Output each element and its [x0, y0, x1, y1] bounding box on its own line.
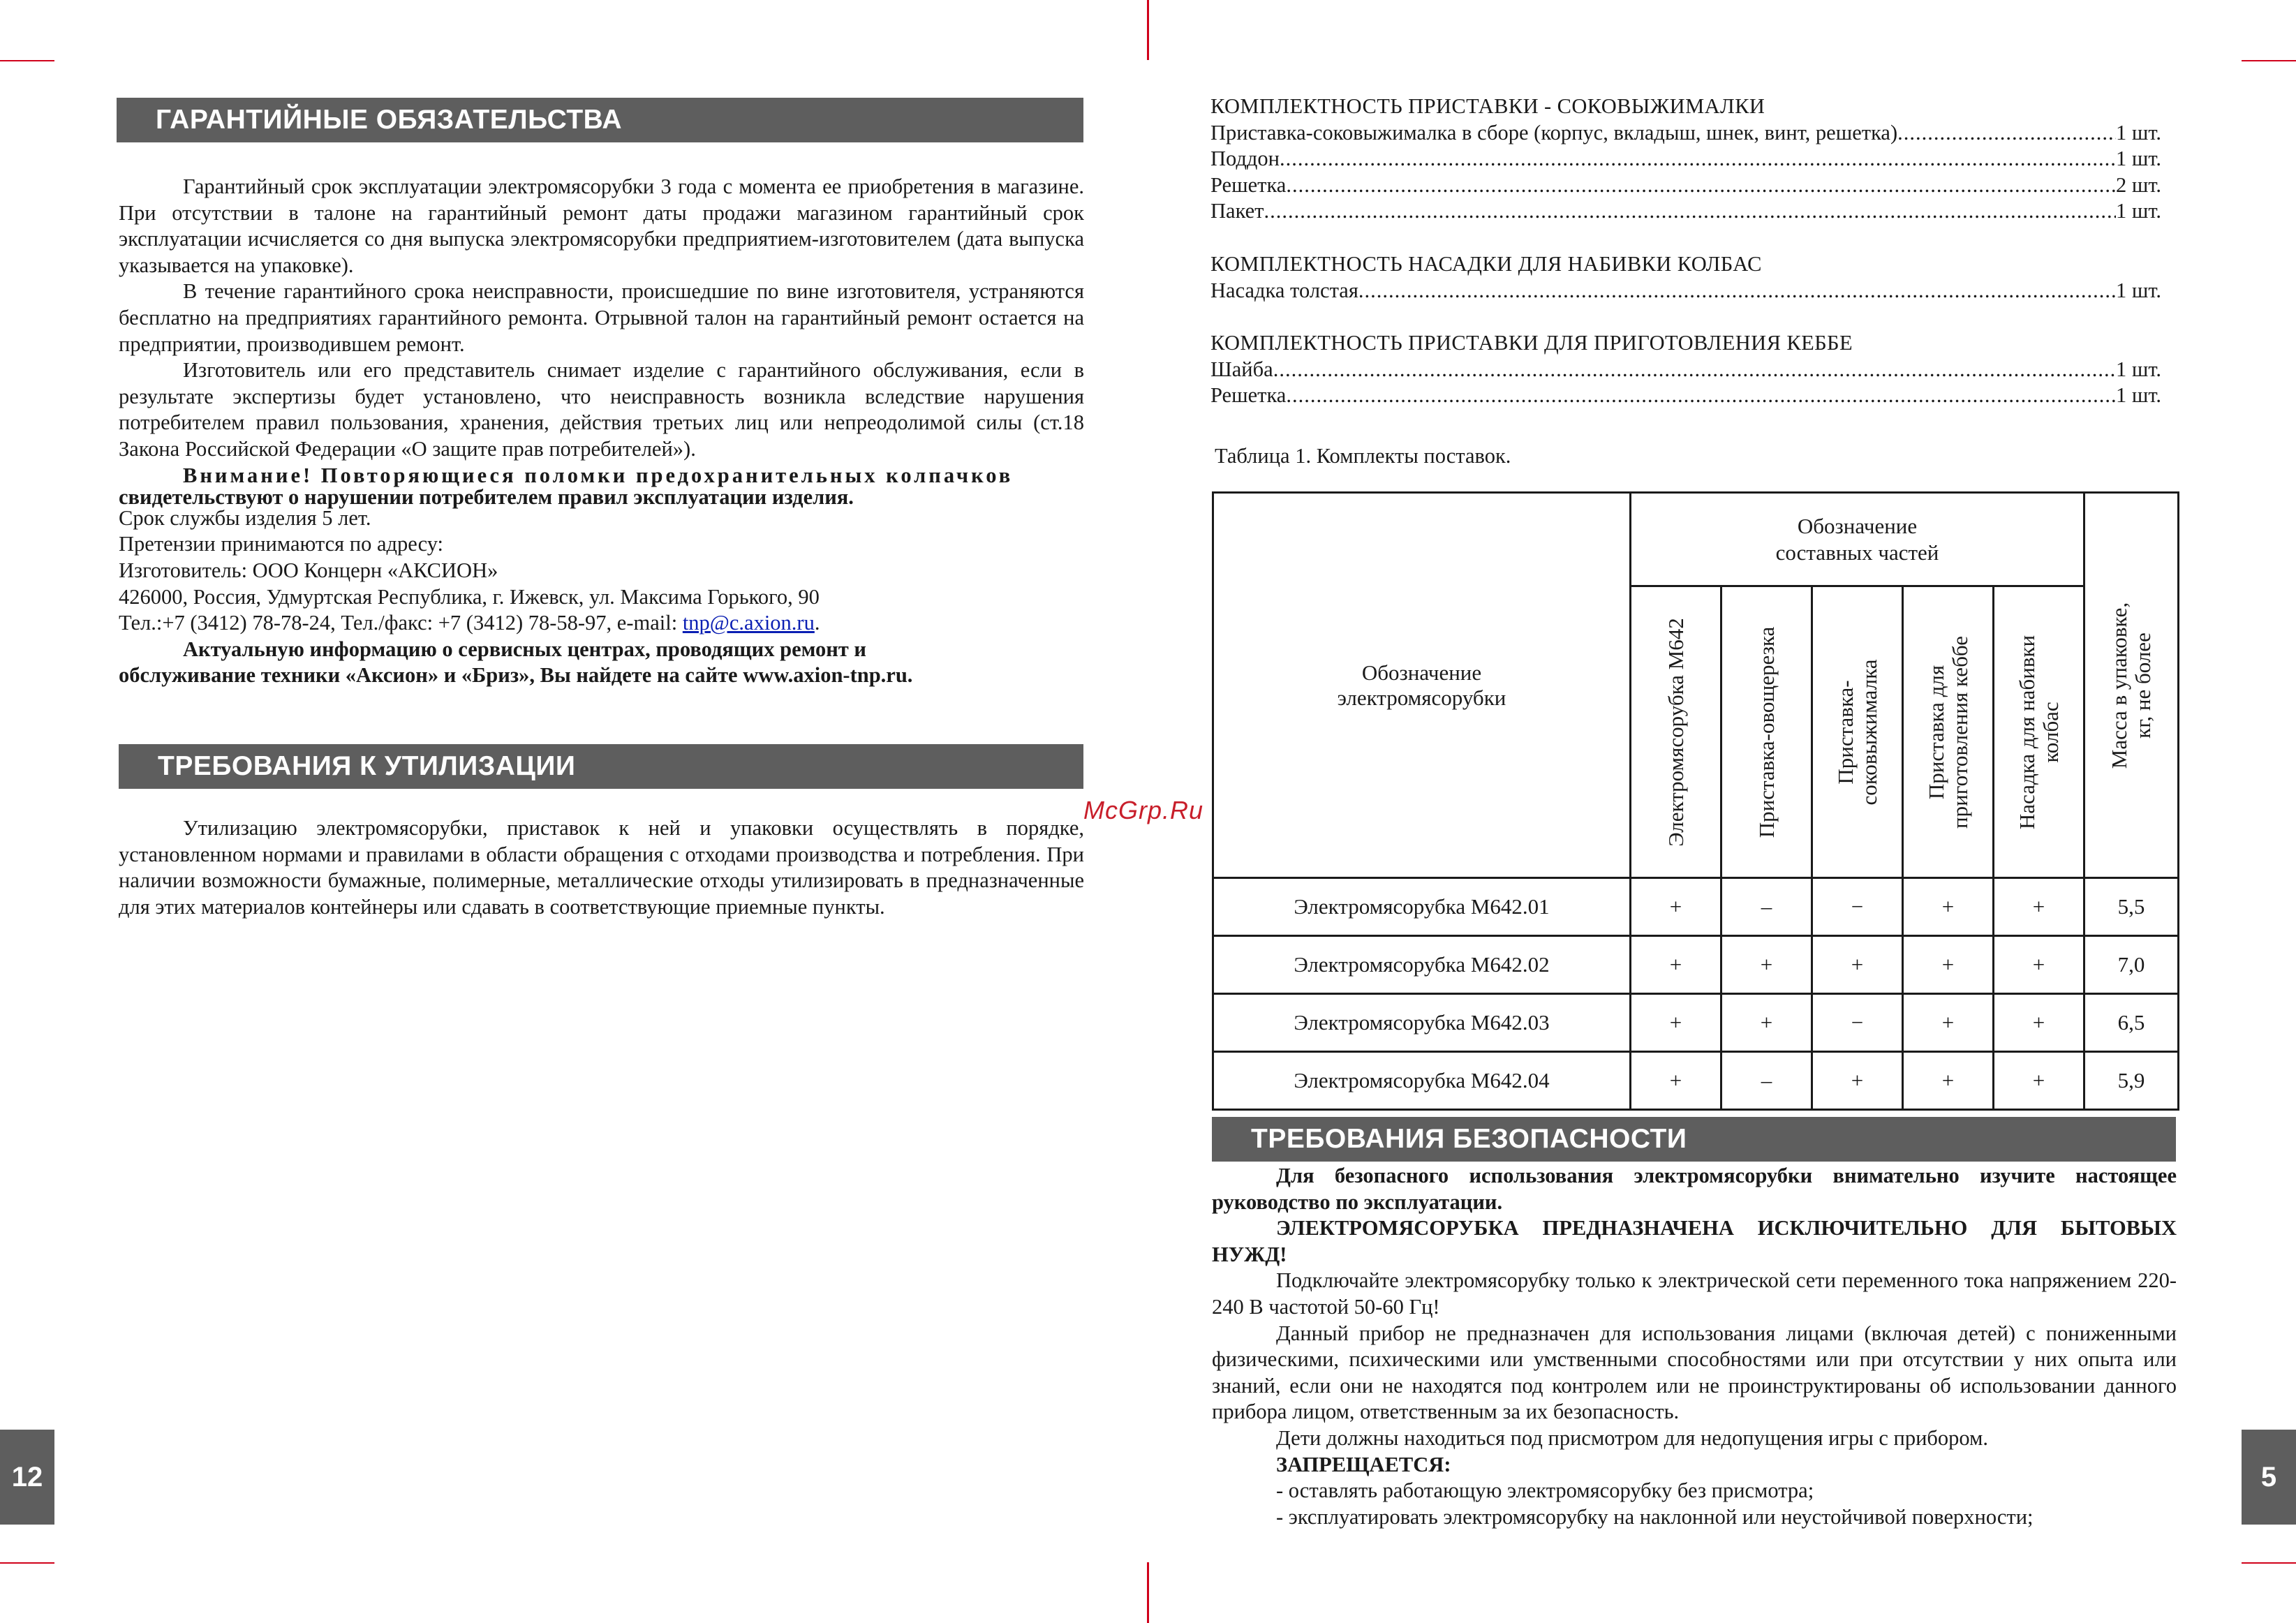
safety-paragraph: Подключайте электромясорубку только к электрической сети переменного тока напряжением 220-240 В частотой 50-60 Гц!: [1212, 1268, 2177, 1319]
mark-cell: +: [1721, 936, 1812, 994]
mark-cell: −: [1812, 878, 1903, 936]
kit-item: Решетка ..... 2 шт.: [1210, 172, 2161, 199]
sausage-kit: [1210, 251, 2161, 304]
disposal-title: ТРЕБОВАНИЯ К УТИЛИЗАЦИИ: [158, 751, 576, 781]
right-page: [1148, 0, 2296, 1623]
parts-group-header: Обозначение составных частей: [1631, 493, 2084, 586]
mark-cell: +: [1903, 936, 1994, 994]
kit-item: Приставка-соковыжималка в сборе (корпус, вкладыш, шнек, винт, решетка) ..... 1 шт.: [1210, 120, 2161, 147]
mark-cell: –: [1721, 878, 1812, 936]
mark-cell: +: [1721, 994, 1812, 1052]
safety-household: ЭЛЕКТРОМЯСОРУБКА ПРЕДНАЗНАЧЕНА ИСКЛЮЧИТЕЛЬНО ДЛЯ БЫТОВЫХ НУЖД!: [1212, 1216, 2177, 1266]
table-row: [1213, 936, 2179, 994]
warranty-header: [117, 98, 1083, 142]
table-row: [1213, 878, 2179, 936]
sausage-kit-title: КОМПЛЕКТНОСТЬ НАСАДКИ ДЛЯ НАБИВКИ КОЛБАС: [1210, 252, 1762, 276]
mark-cell: –: [1721, 1052, 1812, 1110]
mass-cell: 5,9: [2084, 1052, 2179, 1110]
mark-cell: +: [1631, 936, 1721, 994]
forbidden-item: - эксплуатировать электромясорубку на наклонной или неустойчивой поверхности;: [1276, 1504, 2034, 1529]
safety-paragraph: Данный прибор не предназначен для использования лицами (включая детей) с пониженными физическими, психическими или умственными способностями или при отсутствии у них опыта или знаний, если они не находятся под контролем или не проинструктированы об использовании данного прибора лицом, ответственным за их безопасность.: [1212, 1321, 2177, 1424]
mark-cell: +: [1903, 1052, 1994, 1110]
email-link[interactable]: tnp@c.axion.ru: [682, 611, 815, 635]
mark-cell: +: [1903, 878, 1994, 936]
service-info-head: Актуальную информацию о сервисных центрах, проводящих ремонт и: [183, 637, 866, 661]
mark-cell: +: [1903, 994, 1994, 1052]
part-column-header: Приставка- соковыжималка: [1812, 586, 1903, 878]
disposal-body: [119, 815, 1084, 920]
safety-paragraph: Дети должны находиться под присмотром для недопущения игры с прибором.: [1276, 1425, 1989, 1450]
safety-header: [1212, 1117, 2176, 1162]
juicer-kit: [1210, 94, 2161, 225]
kebbe-kit-title: КОМПЛЕКТНОСТЬ ПРИСТАВКИ ДЛЯ ПРИГОТОВЛЕНИЯ КЕББЕ: [1210, 331, 1853, 355]
mark-cell: +: [1994, 994, 2084, 1052]
phone-text: Тел.:+7 (3412) 78-78-24, Тел./факс: +7 (3412) 78-58-97, e-mail:: [119, 611, 683, 635]
mark-cell: −: [1812, 994, 1903, 1052]
mark-cell: +: [1812, 1052, 1903, 1110]
table-row: [1213, 1052, 2179, 1110]
service-life: Срок службы изделия 5 лет.: [119, 505, 371, 530]
disposal-paragraph: Утилизацию электромясорубки, приставок к ней и упаковки осуществлять в порядке, установленном нормами и правилами в области обращения с отходами производства и потребления. При наличии возможности бумажные, полимерные, металлические отходы утилизировать в предназначенные для этих материалов контейнеры или сдавать в соответствующие приемные пункты.: [119, 816, 1084, 919]
page-number: 12: [0, 1430, 54, 1525]
page-number: 5: [2242, 1430, 2296, 1525]
model-column-header: Обозначение электромясорубки: [1213, 493, 1631, 878]
warranty-body: [119, 174, 1084, 689]
table-caption: Таблица 1. Комплекты поставок.: [1215, 444, 1511, 468]
part-column-header: Насадка для набивки колбас: [1994, 586, 2084, 878]
disposal-header: [119, 744, 1083, 789]
attention-tail: свидетельствуют о нарушении потребителем правил эксплуатации изделия.: [119, 485, 854, 510]
forbidden-item: - оставлять работающую электромясорубку без присмотра;: [1276, 1479, 1814, 1503]
claims-text: Претензии принимаются по адресу:: [119, 532, 444, 556]
warranty-paragraph: В течение гарантийного срока неисправности, происшедшие по вине изготовителя, устраняются бесплатно на предприятиях гарантийного ремонта. Отрывной талон на гарантийный ремонт остается на предприятии, производившем ремонт.: [119, 279, 1084, 356]
warranty-title: ГАРАНТИЙНЫЕ ОБЯЗАТЕЛЬСТВА: [156, 105, 623, 135]
safety-intro: Для безопасного использования электромясорубки внимательно изучите настоящее руководство по эксплуатации.: [1212, 1164, 2177, 1214]
part-column-header: Приставка для приготовления кеббе: [1903, 586, 1994, 878]
manufacturer-text: Изготовитель: ООО Концерн «АКСИОН»: [119, 558, 498, 582]
address-text: 426000, Россия, Удмуртская Республика, г. Ижевск, ул. Максима Горького, 90: [119, 584, 820, 609]
mark-cell: +: [1994, 1052, 2084, 1110]
safety-body: [1212, 1163, 2177, 1530]
mass-cell: 5,5: [2084, 878, 2179, 936]
model-cell: Электромясорубка М642.01: [1213, 878, 1631, 936]
kit-item: Решетка ..... 1 шт.: [1210, 383, 2161, 409]
mass-cell: 7,0: [2084, 936, 2179, 994]
mark-cell: +: [1631, 878, 1721, 936]
mark-cell: +: [1994, 936, 2084, 994]
watermark: McGrp.Ru: [1083, 796, 1204, 824]
mark-cell: +: [1994, 878, 2084, 936]
forbidden-title: ЗАПРЕЩАЕТСЯ:: [1276, 1452, 1451, 1476]
delivery-sets-table: [1212, 491, 2179, 1111]
table-row: [1213, 994, 2179, 1052]
kit-item: Шайба ..... 1 шт.: [1210, 357, 2161, 383]
warranty-paragraph: Гарантийный срок эксплуатации электромясорубки 3 года с момента ее приобретения в магазине. При отсутствии в талоне на гарантийный ремонт даты продажи магазином гарантийный срок эксплуатации исчисляется со дня выпуска электромясорубки предприятием-изготовителем (дата выпуска указывается на упаковке).: [119, 175, 1084, 277]
part-column-header: Приставка-овощерезка: [1721, 586, 1812, 878]
contacts-line: [119, 610, 1084, 637]
warranty-paragraph: Изготовитель или его представитель снимает изделие с гарантийного обслуживания, если в результате экспертизы будет установлено, что неисправность возникла вследствие нарушения потребителем правил пользования, хранения, действия третьих лиц или непреодолимой силы (ст.18 Закона Российской Федерации «О защите прав потребителей»).: [119, 358, 1084, 461]
kit-item: Поддон ..... 1 шт.: [1210, 146, 2161, 172]
mass-column-header: Масса в упаковке, кг, не более: [2084, 493, 2179, 878]
mark-cell: +: [1812, 936, 1903, 994]
kit-item: Пакет ..... 1 шт.: [1210, 198, 2161, 225]
email-period: .: [814, 611, 820, 635]
juicer-kit-title: КОМПЛЕКТНОСТЬ ПРИСТАВКИ - СОКОВЫЖИМАЛКИ: [1210, 94, 1765, 118]
model-cell: Электромясорубка М642.02: [1213, 936, 1631, 994]
mass-cell: 6,5: [2084, 994, 2179, 1052]
model-cell: Электромясорубка М642.03: [1213, 994, 1631, 1052]
service-info-tail: обслуживание техники «Аксион» и «Бриз», Вы найдете на сайте www.axion-tnp.ru.: [119, 663, 913, 688]
mark-cell: +: [1631, 994, 1721, 1052]
safety-title: ТРЕБОВАНИЯ БЕЗОПАСНОСТИ: [1251, 1124, 1687, 1154]
kebbe-kit: [1210, 330, 2161, 409]
mark-cell: +: [1631, 1052, 1721, 1110]
kit-item: Насадка толстая ..... 1 шт.: [1210, 278, 2161, 304]
attention-head: Внимание! Повторяющиеся поломки предохранительных колпачков: [183, 463, 1014, 487]
part-column-header: Электромясорубка М642: [1631, 586, 1721, 878]
model-cell: Электромясорубка М642.04: [1213, 1052, 1631, 1110]
